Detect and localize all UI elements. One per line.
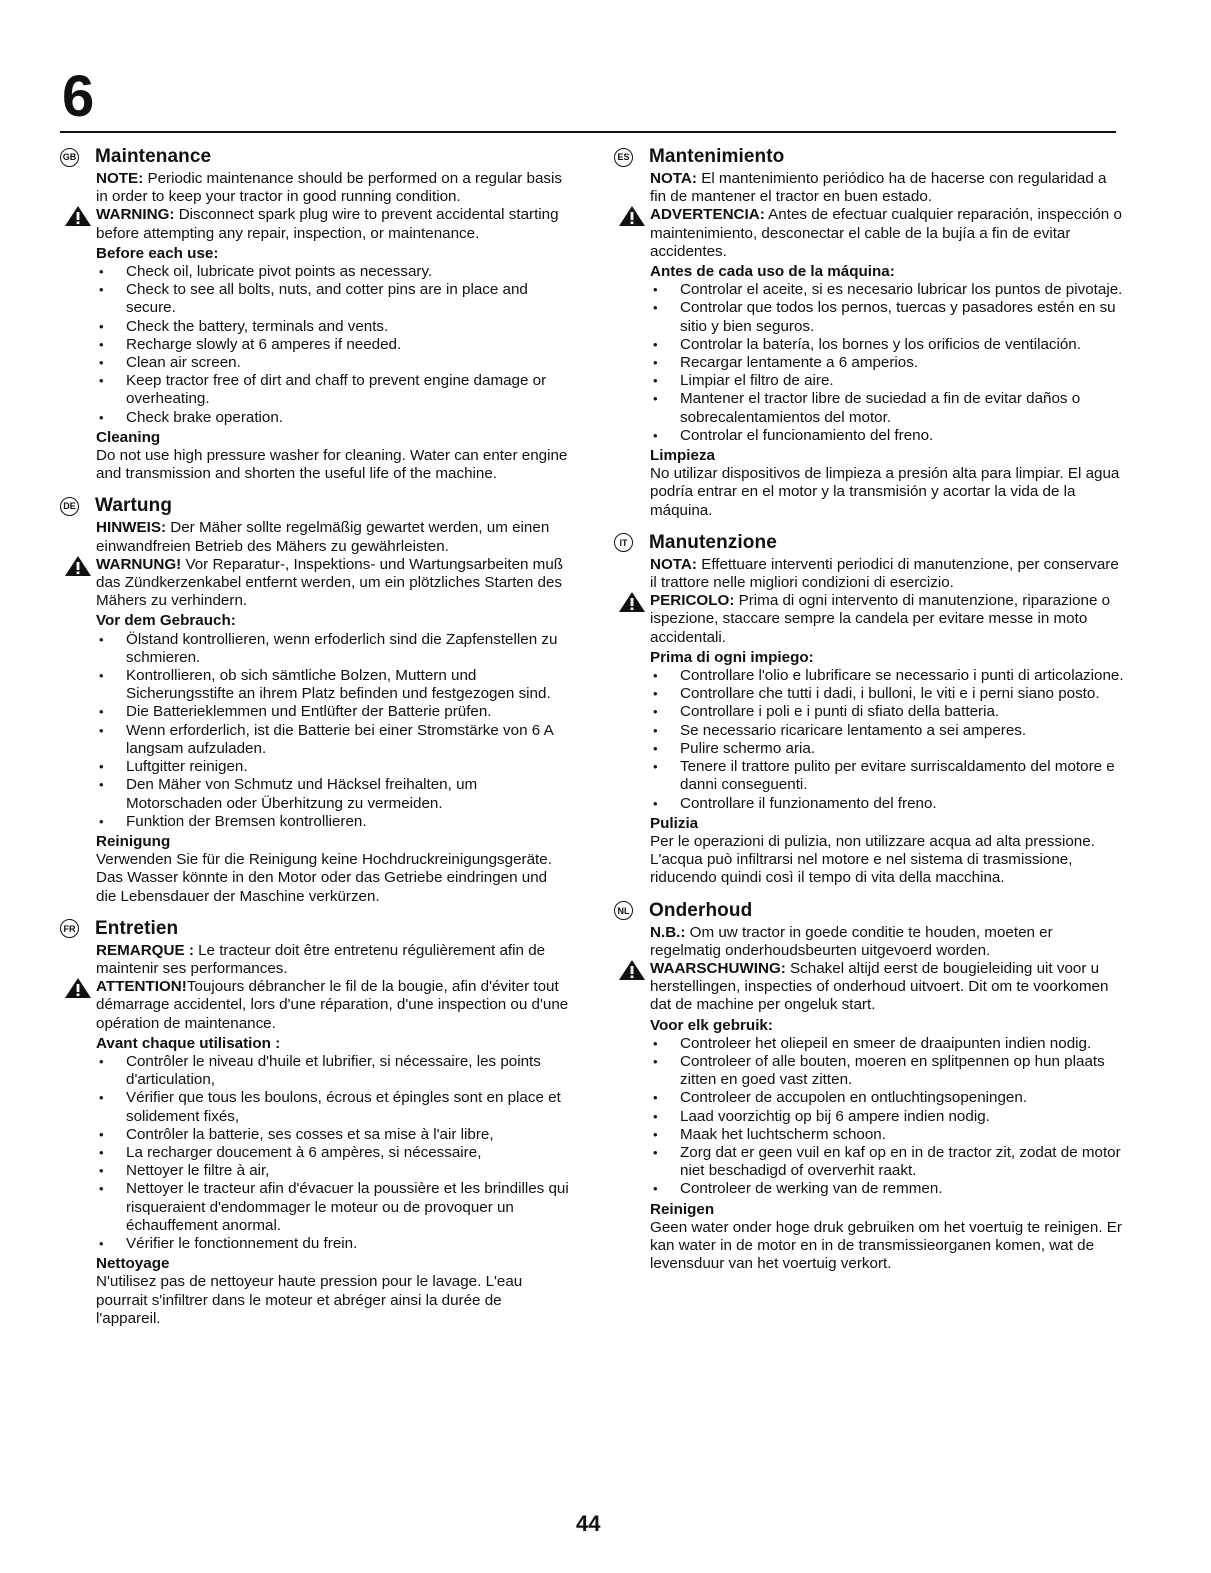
bullet-icon: • (99, 631, 104, 647)
warning-triangle-icon (616, 205, 648, 227)
checklist-item-text: Den Mäher von Schmutz und Häcksel freihalten, um Motorschaden oder Überhitzung zu vermeiden. (126, 776, 478, 812)
bullet-icon: • (99, 318, 104, 334)
bullet-icon: • (99, 1181, 104, 1197)
checklist-item (650, 390, 1124, 426)
checklist-item-text: Funktion der Bremsen kontrollieren. (126, 812, 367, 830)
checklist-item-text: Controlar que todos los pernos, tuercas y pasadores estén en su sitio y bien seguros. (680, 299, 1116, 335)
warning-text: Disconnect spark plug wire to prevent accidental starting before attempting any repair, inspection, or maintenance. (96, 206, 559, 242)
bullet-icon: • (653, 300, 658, 316)
language-badge: ES (614, 148, 633, 167)
checklist-item-text: Controleer de accupolen en ontluchtingsopeningen. (680, 1089, 1028, 1107)
warning-text: Toujours débrancher le fil de la bougie, afin d'éviter tout démarrage accidentel, lors d'une réparation, d'une inspection ou d'une opération de maintenance. (96, 978, 569, 1032)
cleaning-text: Geen water onder hoge druk gebruiken om het voertuig te reinigen. Er kan water in de motor en in de transmissieorganen komen, wat de levensduur van het voertuig verkort. (650, 1218, 1122, 1273)
checklist (650, 667, 1124, 813)
bullet-icon: • (653, 373, 658, 389)
checklist-item-text: Check the battery, terminals and vents. (126, 317, 389, 335)
checklist-item (96, 1053, 570, 1089)
cleaning-text: Do not use high pressure washer for cleaning. Water can enter engine and transmission and shorten the useful life of the machine. (96, 447, 568, 483)
cleaning-heading: Pulizia (650, 814, 699, 832)
checklist-item-text: Controlar la batería, los bornes y los orificios de ventilación. (680, 335, 1081, 353)
checklist-item-text: Controllare il funzionamento del freno. (680, 794, 937, 812)
checklist-item-text: Controleer of alle bouten, moeren en splitpennen op hun plaats zitten en goed vast zitten. (680, 1052, 1105, 1089)
bullet-icon: • (99, 409, 104, 425)
checklist-item (96, 1162, 570, 1180)
checklist-item (650, 354, 1124, 372)
section-en (60, 146, 570, 483)
section-de (60, 495, 570, 905)
section-nl (614, 900, 1124, 1274)
checklist-item (650, 1180, 1124, 1198)
note-paragraph (650, 556, 1124, 592)
checklist (650, 281, 1124, 445)
section-body (60, 942, 570, 1328)
warning-text: Vor Reparatur-, Inspektions- und Wartungsarbeiten muß das Zündkerzenkabel entfernt werden, um ein plötzliches Starten des Mähers zu verhindern. (96, 555, 564, 610)
bullet-icon: • (99, 1163, 104, 1179)
warning-label: WAARSCHUWING: (650, 959, 786, 977)
checklist-item (96, 409, 570, 427)
section-body (60, 519, 570, 905)
bullet-icon: • (99, 1053, 104, 1069)
section-title: Manutenzione (649, 531, 777, 553)
checklist-item (650, 1089, 1124, 1107)
checklist-item-text: Limpiar el filtro de aire. (680, 372, 834, 390)
warning-paragraph (96, 206, 570, 242)
checklist-item (650, 336, 1124, 354)
checklist-item (96, 703, 570, 721)
warning-paragraph (650, 960, 1124, 1015)
checklist-item (96, 1126, 570, 1144)
checklist-item (650, 758, 1124, 794)
right-column (614, 146, 1124, 1285)
checklist-item-text: La recharger doucement à 6 ampères, si nécessaire, (126, 1143, 482, 1161)
checklist-item-text: Clean air screen. (126, 354, 241, 372)
cleaning-heading: Cleaning (96, 428, 161, 446)
checklist-item (96, 354, 570, 372)
note-label: NOTA: (650, 170, 697, 187)
checklist-item-text: Recargar lentamente a 6 amperios. (680, 354, 919, 372)
note-paragraph (650, 924, 1124, 960)
note-paragraph (96, 170, 570, 206)
checklist (650, 1035, 1124, 1199)
warning-triangle-icon (62, 555, 94, 577)
checklist-item (96, 758, 570, 776)
checklist-item-text: Tenere il trattore pulito per evitare surriscaldamento del motore e danni conseguenti. (680, 758, 1115, 794)
bullet-icon: • (99, 264, 104, 280)
bullet-icon: • (653, 391, 658, 407)
note-label: HINWEIS: (96, 519, 167, 537)
note-text: Der Mäher sollte regelmäßig gewartet werden, um einen einwandfreien Betrieb des Mähers zu gewährleisten. (96, 519, 550, 555)
checklist-item (650, 427, 1124, 445)
left-column (60, 146, 570, 1340)
checklist-item (96, 336, 570, 354)
checklist-item-text: Wenn erforderlich, ist die Batterie bei einer Stromstärke von 6 A langsam aufzuladen. (126, 721, 553, 757)
checklist (96, 263, 570, 427)
cleaning-heading: Nettoyage (96, 1255, 170, 1273)
warning-label: WARNUNG! (96, 555, 182, 573)
checklist-item-text: Controllare che tutti i dadi, i bulloni, le viti e i perni siano posto. (680, 685, 1100, 703)
checklist-item (96, 631, 570, 667)
checklist-item (650, 795, 1124, 813)
bullet-icon: • (99, 282, 104, 298)
bullet-icon: • (99, 704, 104, 720)
warning-text: Schakel altijd eerst de bougieleiding uit voor u herstellingen, inspecties of onderhoud uitvoert. Dit om te voorkomen dat de machine per ongeluk start. (650, 959, 1109, 1014)
checklist-item (650, 740, 1124, 758)
section-title: Wartung (95, 495, 173, 517)
cleaning-heading: Reinigung (96, 832, 171, 850)
note-label: NOTA: (650, 555, 697, 573)
checklist-item (650, 1126, 1124, 1144)
bullet-icon: • (99, 668, 104, 684)
checklist-item (96, 776, 570, 812)
bullet-icon: • (99, 813, 104, 829)
checklist-item (650, 281, 1124, 299)
warning-triangle-icon (616, 959, 648, 981)
note-paragraph (96, 519, 570, 555)
checklist-item (96, 318, 570, 336)
checklist-item-text: Nettoyer le filtre à air, (126, 1162, 270, 1180)
warning-triangle-icon (62, 205, 94, 227)
warning-label: ADVERTENCIA: (650, 206, 765, 224)
checklist-item-text: Die Batterieklemmen und Entlüfter der Batterie prüfen. (126, 703, 492, 721)
note-text: El mantenimiento periódico ha de hacerse con regularidad a fin de mantener el tractor en buen estado. (650, 170, 1107, 206)
checklist-item-text: Recharge slowly at 6 amperes if needed. (126, 335, 402, 353)
bullet-icon: • (99, 336, 104, 352)
checklist-item-text: Vérifier que tous les boulons, écrous et épingles sont en place et solidement fixés, (126, 1089, 561, 1125)
cleaning-text: N'utilisez pas de nettoyeur haute pression pour le lavage. L'eau pourrait s'infiltrer dans le moteur et abréger ainsi la durée de l'appareil. (96, 1273, 523, 1327)
page-number: 44 (576, 1511, 601, 1536)
checklist-item-text: Check oil, lubricate pivot points as necessary. (126, 263, 433, 281)
bullet-icon: • (653, 759, 658, 775)
warning-label: WARNING: (96, 206, 175, 224)
bullet-icon: • (653, 704, 658, 720)
checklist-item (650, 299, 1124, 335)
section-heading (614, 146, 1124, 168)
note-paragraph (650, 170, 1124, 206)
note-text: Le tracteur doit être entretenu régulièrement afin de maintenir ses performances. (96, 941, 546, 977)
checklist-item-text: Controleer de werking van de remmen. (680, 1180, 943, 1198)
section-body (614, 170, 1124, 520)
section-fr (60, 918, 570, 1328)
language-badge: GB (60, 148, 79, 167)
checklist-item-text: Vérifier le fonctionnement du frein. (126, 1234, 358, 1252)
checklist-item-text: Zorg dat er geen vuil en kaf op en in de tractor zit, zodat de motor niet beschadigd of oververhit raakt. (680, 1143, 1121, 1180)
bullet-icon: • (653, 1090, 658, 1106)
checklist-item (650, 667, 1124, 685)
warning-paragraph (650, 206, 1124, 261)
checklist-item (650, 703, 1124, 721)
bullet-icon: • (99, 759, 104, 775)
checklist-item-text: Controllare l'olio e lubrificare se necessario i punti di articolazione. (680, 667, 1124, 685)
checklist-item (96, 1235, 570, 1253)
before-use-heading: Voor elk gebruik: (650, 1016, 773, 1034)
warning-label: ATTENTION! (96, 978, 187, 996)
section-it (614, 532, 1124, 888)
checklist-item (650, 685, 1124, 703)
section-title: Entretien (95, 917, 179, 939)
checklist-item (650, 372, 1124, 390)
warning-label: PERICOLO: (650, 592, 735, 610)
warning-paragraph (650, 592, 1124, 647)
checklist-item-text: Mantener el tractor libre de suciedad a fin de evitar daños o sobrecalentamientos del motor. (680, 390, 1081, 426)
checklist-item (650, 722, 1124, 740)
checklist-item-text: Maak het luchtscherm schoon. (680, 1125, 886, 1143)
cleaning-text: No utilizar dispositivos de limpieza a presión alta para limpiar. El agua podría entrar en el motor y la transmisión y acortar la vida de la máquina. (650, 465, 1120, 519)
bullet-icon: • (653, 355, 658, 371)
note-paragraph (96, 942, 570, 978)
section-heading (614, 900, 1124, 922)
bullet-icon: • (653, 1181, 658, 1197)
bullet-icon: • (653, 1053, 658, 1069)
section-heading (60, 918, 570, 940)
checklist-item-text: Se necessario ricaricare lentamento a sei amperes. (680, 721, 1027, 739)
checklist-item-text: Contrôler la batterie, ses cosses et sa mise à l'air libre, (126, 1125, 494, 1143)
checklist-item (96, 263, 570, 281)
note-text: Periodic maintenance should be performed on a regular basis in order to keep your tractor in good running condition. (96, 170, 562, 206)
checklist-item (96, 667, 570, 703)
checklist-item (650, 1035, 1124, 1053)
bullet-icon: • (99, 1144, 104, 1160)
bullet-icon: • (653, 668, 658, 684)
checklist-item-text: Nettoyer le tracteur afin d'évacuer la poussière et les brindilles qui risqueraient d'endommager le moteur ou de provoquer un échauffement anormal. (126, 1180, 569, 1234)
checklist-item (96, 1180, 570, 1235)
bullet-icon: • (99, 373, 104, 389)
section-body (614, 924, 1124, 1274)
language-badge: FR (60, 919, 79, 938)
bullet-icon: • (99, 1235, 104, 1251)
checklist-item-text: Check to see all bolts, nuts, and cotter pins are in place and secure. (126, 281, 528, 317)
checklist-item (650, 1108, 1124, 1126)
checklist-item (96, 372, 570, 408)
checklist-item-text: Check brake operation. (126, 408, 284, 426)
bullet-icon: • (653, 282, 658, 298)
warning-triangle-icon (62, 977, 94, 999)
section-title: Mantenimiento (649, 146, 785, 167)
section-title: Maintenance (95, 146, 212, 167)
cleaning-text: Per le operazioni di pulizia, non utilizzare acqua ad alta pressione. L'acqua può infiltrarsi nel motore e nel sistema di trasmissione, riducendo quindi così il tempo di vita della macchina. (650, 832, 1095, 887)
chapter-number: 6 (62, 64, 95, 129)
warning-paragraph (96, 978, 570, 1033)
bullet-icon: • (99, 722, 104, 738)
bullet-icon: • (99, 355, 104, 371)
section-body (60, 170, 570, 483)
warning-text: Prima di ogni intervento di manutenzione, riparazione o ispezione, staccare sempre la candela per evitare messe in moto accidentali. (650, 592, 1111, 646)
header-rule (60, 131, 1116, 133)
checklist-item (650, 1053, 1124, 1089)
before-use-heading: Vor dem Gebrauch: (96, 612, 236, 630)
bullet-icon: • (653, 427, 658, 443)
bullet-icon: • (653, 686, 658, 702)
bullet-icon: • (99, 777, 104, 793)
checklist-item (96, 1144, 570, 1162)
section-heading (614, 532, 1124, 554)
before-use-heading: Prima di ogni impiego: (650, 648, 814, 666)
checklist-item-text: Laad voorzichtig op bij 6 ampere indien nodig. (680, 1107, 990, 1125)
language-badge: NL (614, 901, 633, 920)
checklist-item-text: Controleer het oliepeil en smeer de draaipunten indien nodig. (680, 1034, 1092, 1052)
checklist-item-text: Controlar el aceite, si es necesario lubricar los puntos de pivotaje. (680, 281, 1123, 299)
language-badge: IT (614, 533, 633, 552)
cleaning-heading: Limpieza (650, 447, 715, 465)
checklist-item-text: Controlar el funcionamiento del freno. (680, 426, 934, 444)
bullet-icon: • (653, 1108, 658, 1124)
warning-text: Antes de efectuar cualquier reparación, inspección o maintenimiento, desconectar el cable de la bujía a fin de evitar accidentes. (650, 206, 1122, 260)
bullet-icon: • (653, 336, 658, 352)
checklist-item (96, 1089, 570, 1125)
checklist-item-text: Contrôler le niveau d'huile et lubrifier, si nécessaire, les points d'articulation, (126, 1052, 541, 1089)
note-text: Om uw tractor in goede conditie te houden, moeten er regelmatig onderhoudsbeurten uitgevoerd worden. (650, 923, 1053, 959)
bullet-icon: • (653, 1035, 658, 1051)
cleaning-heading: Reinigen (650, 1200, 715, 1218)
checklist-item (650, 1144, 1124, 1180)
checklist-item-text: Keep tractor free of dirt and chaff to prevent engine damage or overheating. (126, 372, 547, 408)
note-text: Effettuare interventi periodici di manutenzione, per conservare il trattore nelle migliori condizioni di esercizio. (650, 555, 1119, 592)
checklist (96, 1053, 570, 1253)
before-use-heading: Before each use: (96, 244, 219, 262)
note-label: N.B.: (650, 923, 686, 941)
warning-triangle-icon (616, 591, 648, 613)
checklist (96, 631, 570, 831)
bullet-icon: • (653, 740, 658, 756)
checklist-item-text: Kontrollieren, ob sich sämtliche Bolzen, Muttern und Sicherungsstifte an ihrem Platz befinden und festgezogen sind. (126, 667, 551, 703)
checklist-item-text: Ölstand kontrollieren, wenn erfoderlich sind die Zapfenstellen zu schmieren. (126, 630, 558, 666)
note-label: NOTE: (96, 170, 144, 187)
section-es (614, 146, 1124, 520)
note-label: REMARQUE : (96, 941, 194, 959)
bullet-icon: • (99, 1126, 104, 1142)
checklist-item-text: Pulire schermo aria. (680, 739, 816, 757)
section-body (614, 556, 1124, 888)
bullet-icon: • (653, 1144, 658, 1160)
before-use-heading: Avant chaque utilisation : (96, 1034, 281, 1052)
cleaning-text: Verwenden Sie für die Reinigung keine Hochdruckreinigungsgeräte. Das Wasser könnte in den Motor oder das Getriebe eindringen und die Lebensdauer der Maschine verkürzen. (96, 851, 552, 905)
checklist-item (96, 722, 570, 758)
before-use-heading: Antes de cada uso de la máquina: (650, 263, 895, 281)
checklist-item-text: Luftgitter reinigen. (126, 758, 248, 776)
section-heading (60, 495, 570, 517)
bullet-icon: • (653, 795, 658, 811)
section-title: Onderhoud (649, 899, 753, 921)
checklist-item (96, 281, 570, 317)
language-badge: DE (60, 497, 79, 516)
warning-paragraph (96, 556, 570, 611)
bullet-icon: • (99, 1090, 104, 1106)
checklist-item (96, 813, 570, 831)
bullet-icon: • (653, 722, 658, 738)
section-heading (60, 146, 570, 168)
checklist-item-text: Controllare i poli e i punti di sfiato della batteria. (680, 703, 1000, 721)
bullet-icon: • (653, 1126, 658, 1142)
